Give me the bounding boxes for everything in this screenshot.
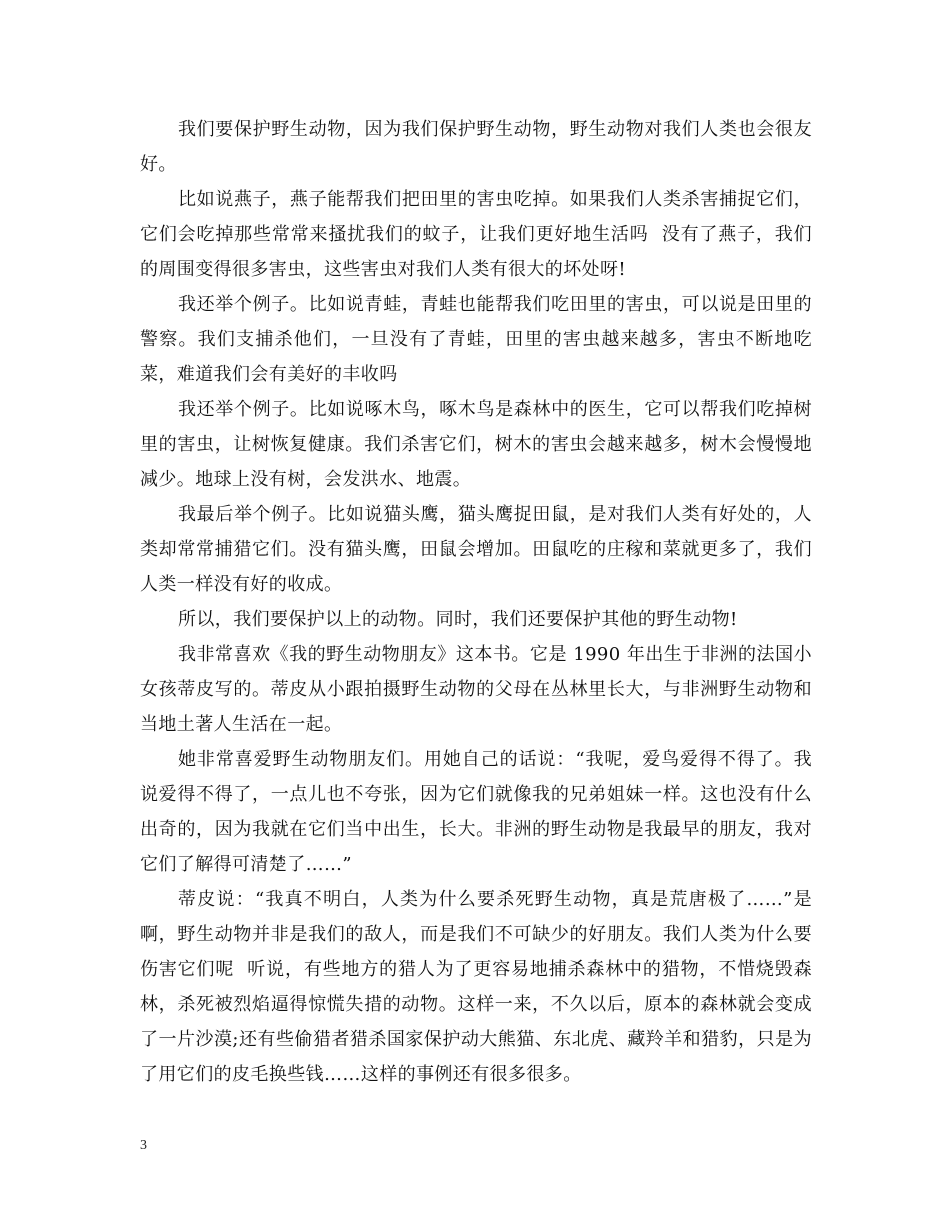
page-number: 3 <box>140 1138 147 1153</box>
paragraph: 我非常喜欢《我的野生动物朋友》这本书。它是 1990 年出生于非洲的法国小女孩蒂皮写的。蒂皮从小跟拍摄野生动物的父母在丛林里长大，与非洲野生动物和当地土著人生活在一起。 <box>140 644 812 735</box>
paragraph: 我们要保护野生动物，因为我们保护野生动物，野生动物对我们人类也会很友好。 <box>140 119 812 175</box>
paragraph: 她非常喜爱野生动物朋友们。用她自己的话说：“我呢，爱鸟爱得不得了。我说爱得不得了，一点儿也不夸张，因为它们就像我的兄弟姐妹一样。这也没有什么出奇的，因为我就在它们当中出生，长大。非洲的野生动物是我最早的朋友，我对它们了解得可清楚了……” <box>140 749 812 875</box>
paragraph: 比如说燕子，燕子能帮我们把田里的害虫吃掉。如果我们人类杀害捕捉它们，它们会吃掉那些常常来搔扰我们的蚊子，让我们更好地生活吗 没有了燕子，我们的周围变得很多害虫，这些害虫对我们人类有很大的坏处呀! <box>140 189 812 280</box>
paragraph: 所以，我们要保护以上的动物。同时，我们还要保护其他的野生动物! <box>178 609 738 630</box>
paragraph: 我最后举个例子。比如说猫头鹰，猫头鹰捉田鼠，是对我们人类有好处的，人类却常常捕猎它们。没有猫头鹰，田鼠会增加。田鼠吃的庄稼和菜就更多了，我们人类一样没有好的收成。 <box>140 504 812 595</box>
paragraph: 我还举个例子。比如说啄木鸟，啄木鸟是森林中的医生，它可以帮我们吃掉树里的害虫，让树恢复健康。我们杀害它们，树木的害虫会越来越多，树木会慢慢地减少。地球上没有树，会发洪水、地震。 <box>140 399 812 490</box>
paragraph: 我还举个例子。比如说青蛙，青蛙也能帮我们吃田里的害虫，可以说是田里的警察。我们支捕杀他们，一旦没有了青蛙，田里的害虫越来越多，害虫不断地吃菜，难道我们会有美好的丰收吗 <box>140 294 812 385</box>
document-body <box>140 112 812 1092</box>
paragraph: 蒂皮说：“我真不明白，人类为什么要杀死野生动物，真是荒唐极了……”是啊，野生动物并非是我们的敌人，而是我们不可缺少的好朋友。我们人类为什么要伤害它们呢 听说，有些地方的猎人为了更容易地捕杀森林中的猎物，不惜烧毁森林，杀死被烈焰逼得惊慌失措的动物。这样一来，不久以后，原本的森林就会变成了一片沙漠;还有些偷猎者猎杀国家保护动大熊猫、东北虎、藏羚羊和猎豹，只是为了用它们的皮毛换些钱……这样的事例还有很多很多。 <box>140 889 812 1085</box>
